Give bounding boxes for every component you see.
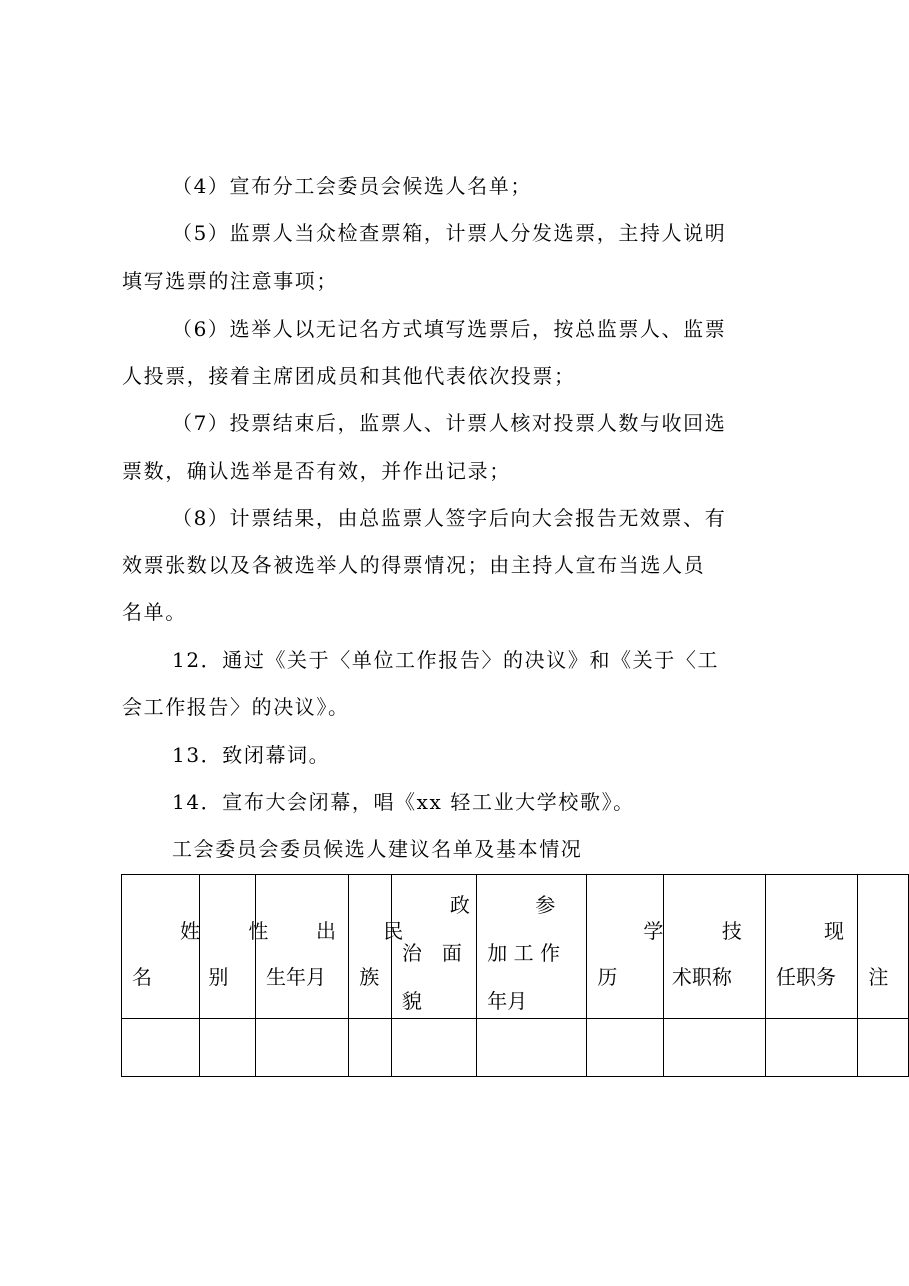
header-text: 年月: [487, 989, 528, 1013]
table-header-row: [122, 875, 909, 1019]
header-text: 加 工 作: [487, 941, 560, 965]
header-cell-remarks: [858, 875, 909, 1019]
paragraph-step-7-cont: 票数，确认选举是否有效，并作出记录；: [122, 459, 511, 483]
table-cell: [587, 1019, 663, 1077]
table-cell: [349, 1019, 392, 1077]
table-row: [122, 1019, 909, 1077]
header-text: 术职称: [671, 965, 732, 989]
paragraph-step-5-cont: 填写选票的注意事项；: [122, 269, 338, 293]
header-text: 别: [208, 965, 229, 989]
table-cell: [200, 1019, 256, 1077]
header-text: 貌: [401, 989, 422, 1013]
paragraph-item-12: 12．通过《关于〈单位工作报告〉的决议》和《关于〈工: [172, 648, 720, 672]
paragraph-item-13: 13．致闭幕词。: [172, 743, 331, 767]
header-text: 治 面: [401, 941, 462, 965]
header-text: 学: [643, 919, 664, 943]
paragraph-step-4: （4）宣布分工会委员会候选人名单；: [172, 174, 532, 198]
header-cell-ethnicity: [349, 875, 404, 1019]
table-cell: [255, 1019, 348, 1077]
paragraph-step-5: （5）监票人当众检查票箱，计票人分发选票，主持人说明: [172, 221, 727, 245]
header-cell-education: [587, 875, 663, 1019]
paragraph-step-8-end: 名单。: [122, 600, 187, 624]
header-text: 族: [359, 965, 380, 989]
header-text: 参: [535, 893, 556, 917]
paragraph-item-14: 14．宣布大会闭幕，唱《xx 轻工业大学校歌》。: [172, 790, 635, 814]
header-text: 性: [248, 919, 269, 943]
paragraph-step-8: （8）计票结果，由总监票人签字后向大会报告无效票、有: [172, 506, 727, 530]
header-text: 名: [132, 965, 152, 989]
candidate-table: [121, 874, 909, 1077]
paragraph-step-8-cont: 效票张数以及各被选举人的得票情况；由主持人宣布当选人员: [122, 553, 706, 577]
header-text: 出: [315, 919, 336, 943]
paragraph-step-7: （7）投票结束后，监票人、计票人核对投票人数与收回选: [172, 411, 727, 435]
header-text: 注: [868, 965, 889, 989]
header-cell-birth: [255, 875, 348, 1019]
table-cell: [663, 1019, 765, 1077]
header-cell-position: [766, 875, 858, 1019]
header-text: 现: [824, 919, 845, 943]
paragraph-item-12-cont: 会工作报告〉的决议》。: [122, 695, 350, 719]
paragraph-step-6-cont: 人投票，接着主席团成员和其他代表依次投票；: [122, 364, 576, 388]
header-cell-name: [122, 875, 200, 1019]
table-cell: [858, 1019, 909, 1077]
header-cell-work-start: [477, 875, 587, 1019]
header-cell-title: [663, 875, 765, 1019]
header-text: 民: [383, 919, 404, 943]
header-text: 任职务: [776, 965, 837, 989]
header-cell-gender: [200, 875, 269, 1019]
table-caption: 工会委员会委员候选人建议名单及基本情况: [172, 837, 583, 861]
header-text: 姓: [180, 919, 200, 943]
header-text: 生年月: [265, 965, 326, 989]
header-text: 技: [721, 919, 742, 943]
table-cell: [477, 1019, 587, 1077]
paragraph-step-6: （6）选举人以无记名方式填写选票后，按总监票人、监票: [172, 317, 727, 341]
table-cell: [391, 1019, 476, 1077]
table-cell: [766, 1019, 858, 1077]
header-text: 政: [449, 893, 470, 917]
header-text: 历: [597, 965, 618, 989]
header-cell-political: [391, 875, 476, 1019]
table-cell: [122, 1019, 200, 1077]
